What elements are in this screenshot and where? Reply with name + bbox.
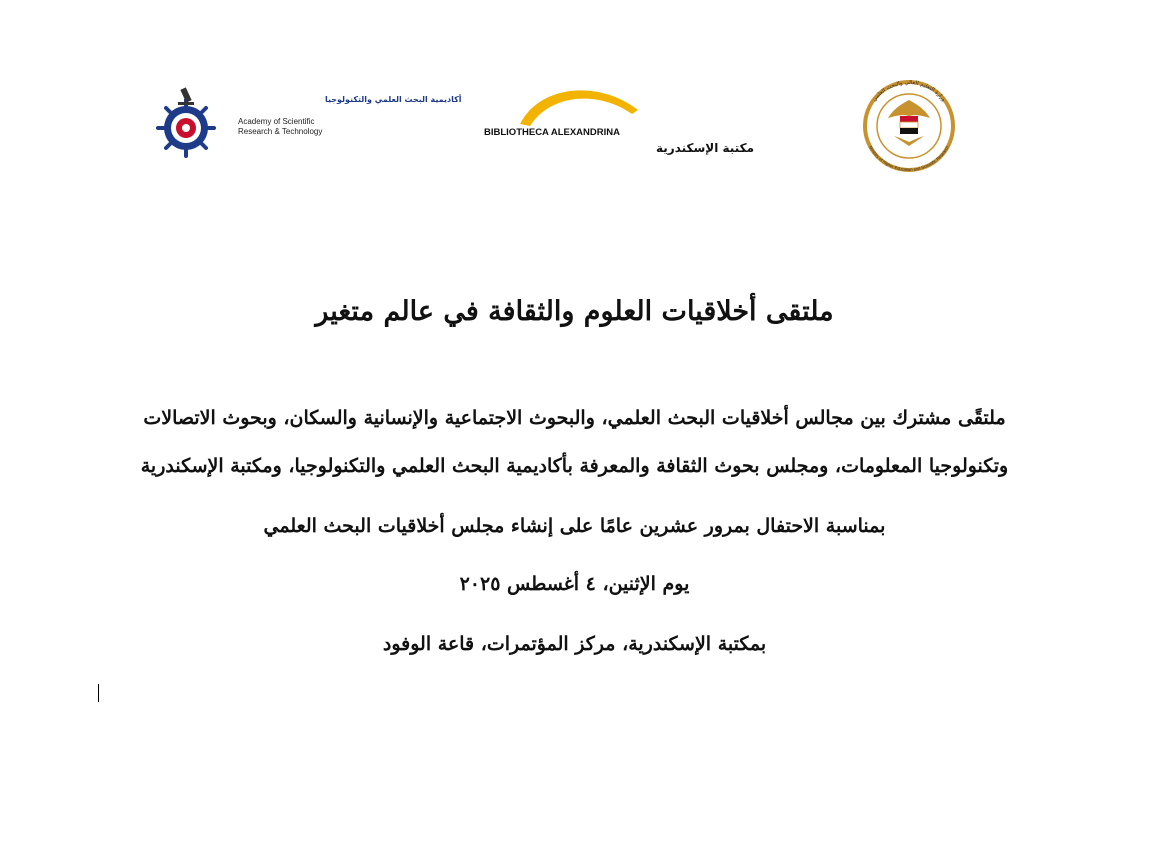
event-date: يوم الإثنين، ٤ أغسطس ٢٠٢٥ bbox=[459, 573, 690, 595]
bibliotheca-alexandrina-logo bbox=[480, 80, 755, 160]
ministry-ring-arabic: وزارة التعليم العالي والبحث العلمي bbox=[871, 80, 947, 103]
page-title: ملتقى أخلاقيات العلوم والثقافة في عالم متغير bbox=[315, 296, 834, 327]
asrt-logo bbox=[150, 88, 462, 158]
ministry-ring-english: Ministry of Higher Education and Scientific Research bbox=[868, 144, 950, 172]
occasion-line: بمناسبة الاحتفال بمرور عشرين عامًا على إنشاء مجلس أخلاقيات البحث العلمي bbox=[263, 515, 886, 537]
microscope-icon bbox=[178, 87, 194, 105]
text-cursor bbox=[98, 684, 99, 702]
event-venue: بمكتبة الإسكندرية، مركز المؤتمرات، قاعة الوفود bbox=[382, 633, 767, 655]
asrt-arabic-name: أكاديمية البحث العلمي والتكنولوجيا bbox=[325, 95, 462, 104]
asrt-english-line2: Research & Technology bbox=[238, 127, 323, 136]
ba-arabic-name: مكتبة الإسكندرية bbox=[656, 141, 755, 155]
sun-arc-icon bbox=[520, 90, 638, 126]
asrt-english-line1: Academy of Scientific bbox=[238, 117, 315, 126]
ship-wheel-icon bbox=[158, 100, 214, 156]
ba-english-name: BIBLIOTHECA ALEXANDRINA bbox=[484, 127, 620, 138]
logos-header bbox=[0, 80, 1149, 180]
ministry-seal-logo bbox=[852, 80, 966, 172]
intro-paragraph: ملتقًى مشترك بين مجالس أخلاقيات البحث العلمي، والبحوث الاجتماعية والإنسانية والسكان، وبحوث الاتصالات وتكنولوجيا المعلومات، ومجلس بحوث الثقافة والمعرفة بأكاديمية البحث العلمي والتكنولوجيا، ومكتبة الإسكندرية bbox=[140, 407, 1009, 477]
